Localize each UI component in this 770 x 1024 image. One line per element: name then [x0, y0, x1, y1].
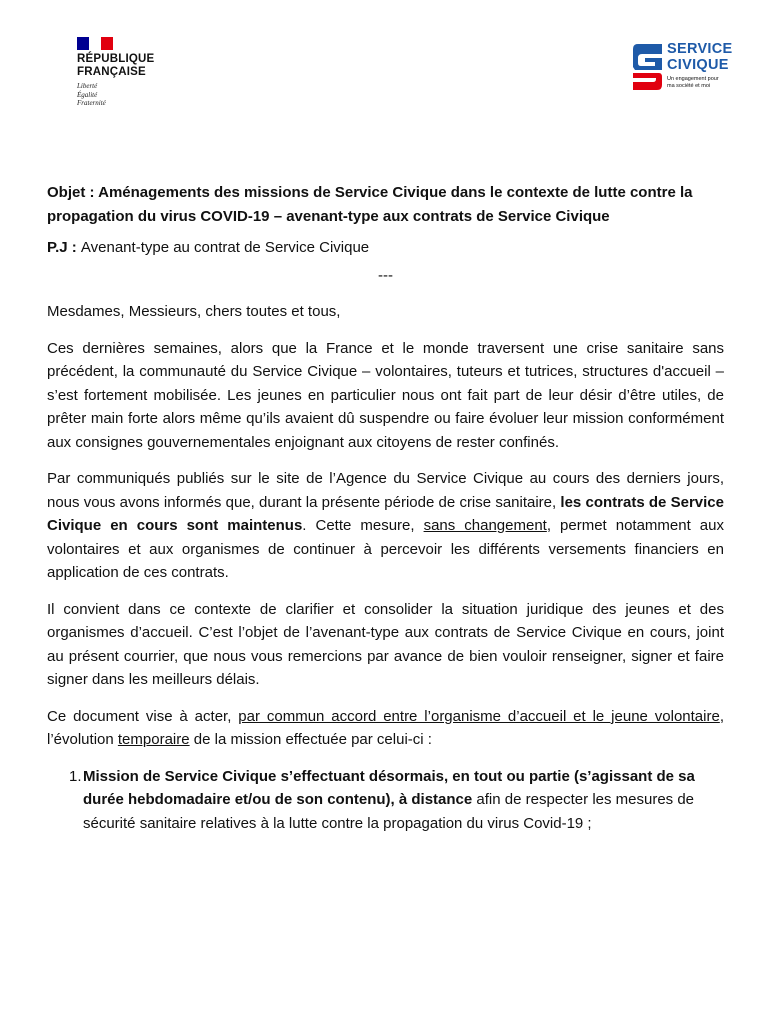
p2-text-c: , permet notamment aux volontaires et aux organismes de continuer à percevoir les différents versements financiers en application de ces contrats.: [47, 517, 724, 581]
motto-fraternite: Fraternité: [77, 99, 106, 107]
sc-subtitle: [667, 76, 731, 89]
sc-title-line2: CIVIQUE: [667, 56, 729, 73]
greeting: Mesdames, Messieurs, chers toutes et tous,: [47, 303, 341, 320]
p2-bold: les contrats de Service Civique en cours sont maintenus: [47, 493, 724, 534]
p4-text-a: Ce document vise à acter,: [47, 707, 239, 725]
motto-liberte: Liberté: [77, 82, 98, 90]
p4-text-b: , l’évolution: [47, 707, 724, 748]
sc-subtitle-line2: ma société et moi: [667, 82, 711, 89]
separator: ---: [378, 266, 393, 284]
objet-line: [47, 181, 724, 228]
list-item-text: afin de respecter les mesures de sécurité sanitaire relatives à la lutte contre la propagation du virus Covid-19 ;: [83, 791, 695, 832]
p4-text-c: de la mission effectuée par celui-ci :: [189, 731, 432, 748]
paragraph-4: [47, 705, 724, 752]
list-item-bold: Mission de Service Civique s’effectuant désormais, en tout ou partie (s’agissant de sa durée hebdomadaire et/ou de son contenu), à distance: [83, 767, 695, 808]
sc-title-line1: SERVICE: [667, 41, 733, 57]
list-item: [47, 765, 724, 836]
paragraph-1: Ces dernières semaines, alors que la France et le monde traversent une crise sanitaire sans précédent, la communauté du Service Civique – volontaires, tuteurs et tutrices, structures d'accueil – s’est fortement mobilisée. Les jeunes en particulier nous ont fait part de leur désir d’être utiles, de prêter main forte alors même qu’ils avaient dû suspendre ou faire évoluer leur mission conformément aux consignes gouvernementales enjoignant aux citoyens de rester confinés.: [47, 339, 724, 451]
pj-line: [47, 236, 724, 260]
p4-underline-1: par commun accord entre l’organisme d’accueil et le jeune volontaire: [238, 707, 720, 725]
rf-motto: [77, 82, 187, 108]
motto-egalite: Égalité: [77, 90, 98, 99]
rf-name-line1: RÉPUBLIQUE: [77, 53, 155, 65]
republique-francaise-logo: [77, 37, 187, 108]
p2-text-a: Par communiqués publiés sur le site de l’Agence du Service Civique au cours des derniers jours, nous vous avons informés que, durant la présente période de crise sanitaire,: [47, 470, 724, 511]
french-flag-icon: [77, 37, 113, 50]
objet-label: Objet :: [47, 184, 99, 201]
service-civique-mark-icon: [632, 41, 663, 91]
service-civique-logo: [632, 41, 732, 93]
letter-body: [47, 181, 724, 835]
rf-name-line2: FRANÇAISE: [77, 66, 146, 78]
paragraph-2: [47, 467, 724, 585]
paragraph-3: Il convient dans ce contexte de clarifier et consolider la situation juridique des jeunes et des organismes d’accueil. C’est l’objet de l’avenant-type aux contrats de Service Civique en cours, joint au présent courrier, que nous vous remercions par avance de bien vouloir renseigner, signer et faire signer dans les meilleurs délais.: [47, 600, 724, 688]
mission-list: [47, 765, 724, 836]
pj-text: Avenant-type au contrat de Service Civique: [80, 239, 370, 256]
p2-text-b: . Cette mesure,: [302, 517, 424, 534]
sc-title: [667, 42, 733, 73]
p2-underline: sans changement: [423, 517, 547, 534]
sc-subtitle-line1: Un engagement pour: [667, 76, 719, 82]
pj-label: P.J :: [47, 239, 81, 256]
objet-text: Aménagements des missions de Service Civique dans le contexte de lutte contre la propagation du virus COVID-19 – avenant-type aux contrats de Service Civique: [47, 184, 693, 225]
p4-underline-2: temporaire: [117, 731, 190, 748]
list-item-number: 1.: [69, 767, 82, 785]
